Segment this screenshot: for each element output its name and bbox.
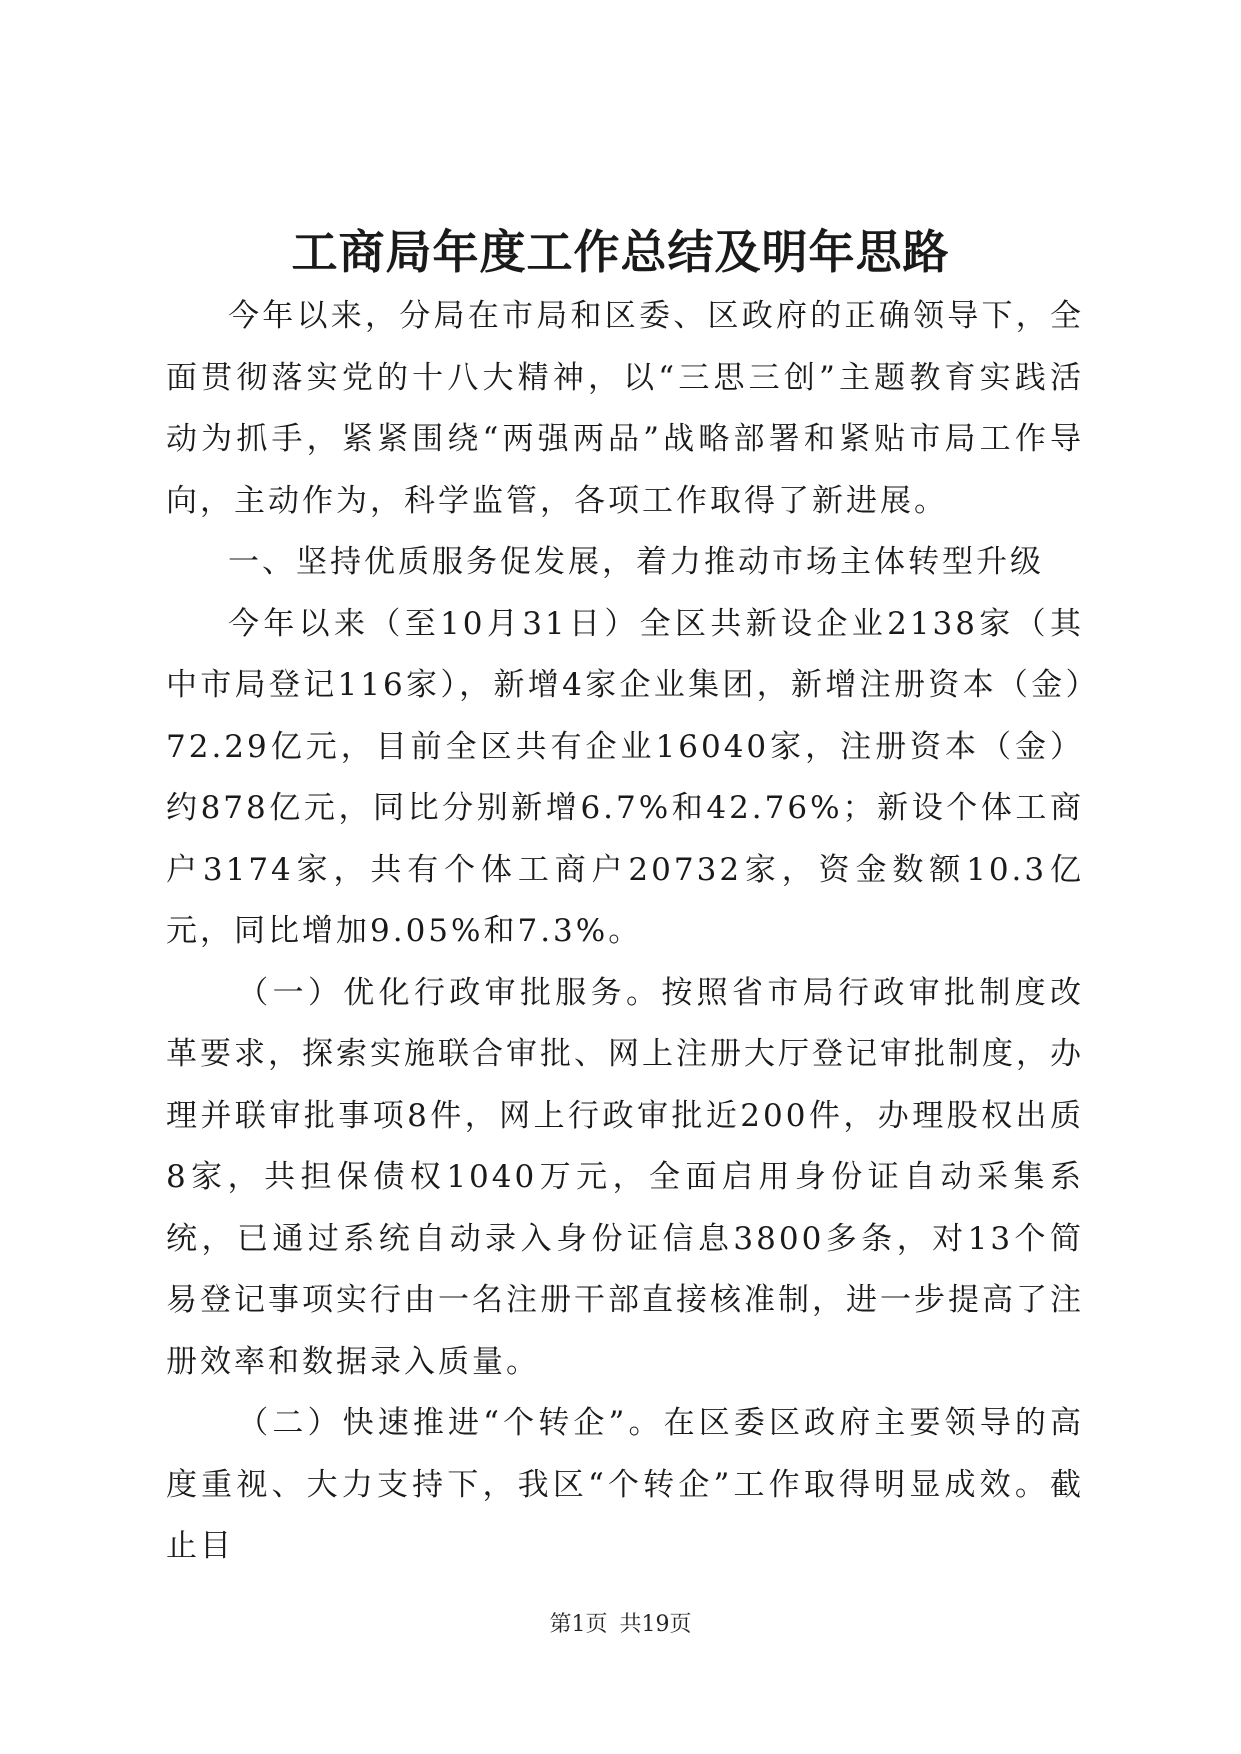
statistics-paragraph: 今年以来（至10月31日）全区共新设企业2138家（其中市局登记116家），新增4家企业集团，新增注册资本（金）72.29亿元，目前全区共有企业16040家，注册资本（金）约878亿元，同比分别新增6.7%和42.76%；新设个体工商户3174家，共有个体工商户20732家，资金数额10.3亿元，同比增加9.05%和7.3%。 bbox=[166, 605, 1084, 949]
item-paragraph-1: （一）优化行政审批服务。按照省市局行政审批制度改革要求，探索实施联合审批、网上注册大厅登记审批制度，办理并联审批事项8件，网上行政审批近200件，办理股权出质8家，共担保债权1040万元，全面启用身份证自动采集系统，已通过系统自动录入身份证信息3800多条，对13个简易登记事项实行由一名注册干部直接核准制，进一步提高了注册效率和数据录入质量。 bbox=[166, 974, 1084, 1380]
document-title: 工商局年度工作总结及明年思路 bbox=[291, 225, 950, 279]
document-body bbox=[166, 286, 1084, 1578]
page-number: 第1页 bbox=[549, 1612, 608, 1637]
intro-paragraph: 今年以来，分局在市局和区委、区政府的正确领导下，全面贯彻落实党的十八大精神，以“三思三创”主题教育实践活动为抓手，紧紧围绕“两强两品”战略部署和紧贴市局工作导向，主动作为，科学监管，各项工作取得了新进展。 bbox=[166, 298, 1084, 519]
page-footer bbox=[0, 1610, 1241, 1640]
item-paragraph-2: （二）快速推进“个转企”。在区委区政府主要领导的高度重视、大力支持下，我区“个转企”工作取得明显成效。截止目 bbox=[166, 1405, 1084, 1564]
page-total: 共19页 bbox=[619, 1612, 692, 1637]
section-heading-1: 一、坚持优质服务促发展，着力推动市场主体转型升级 bbox=[228, 544, 1044, 580]
